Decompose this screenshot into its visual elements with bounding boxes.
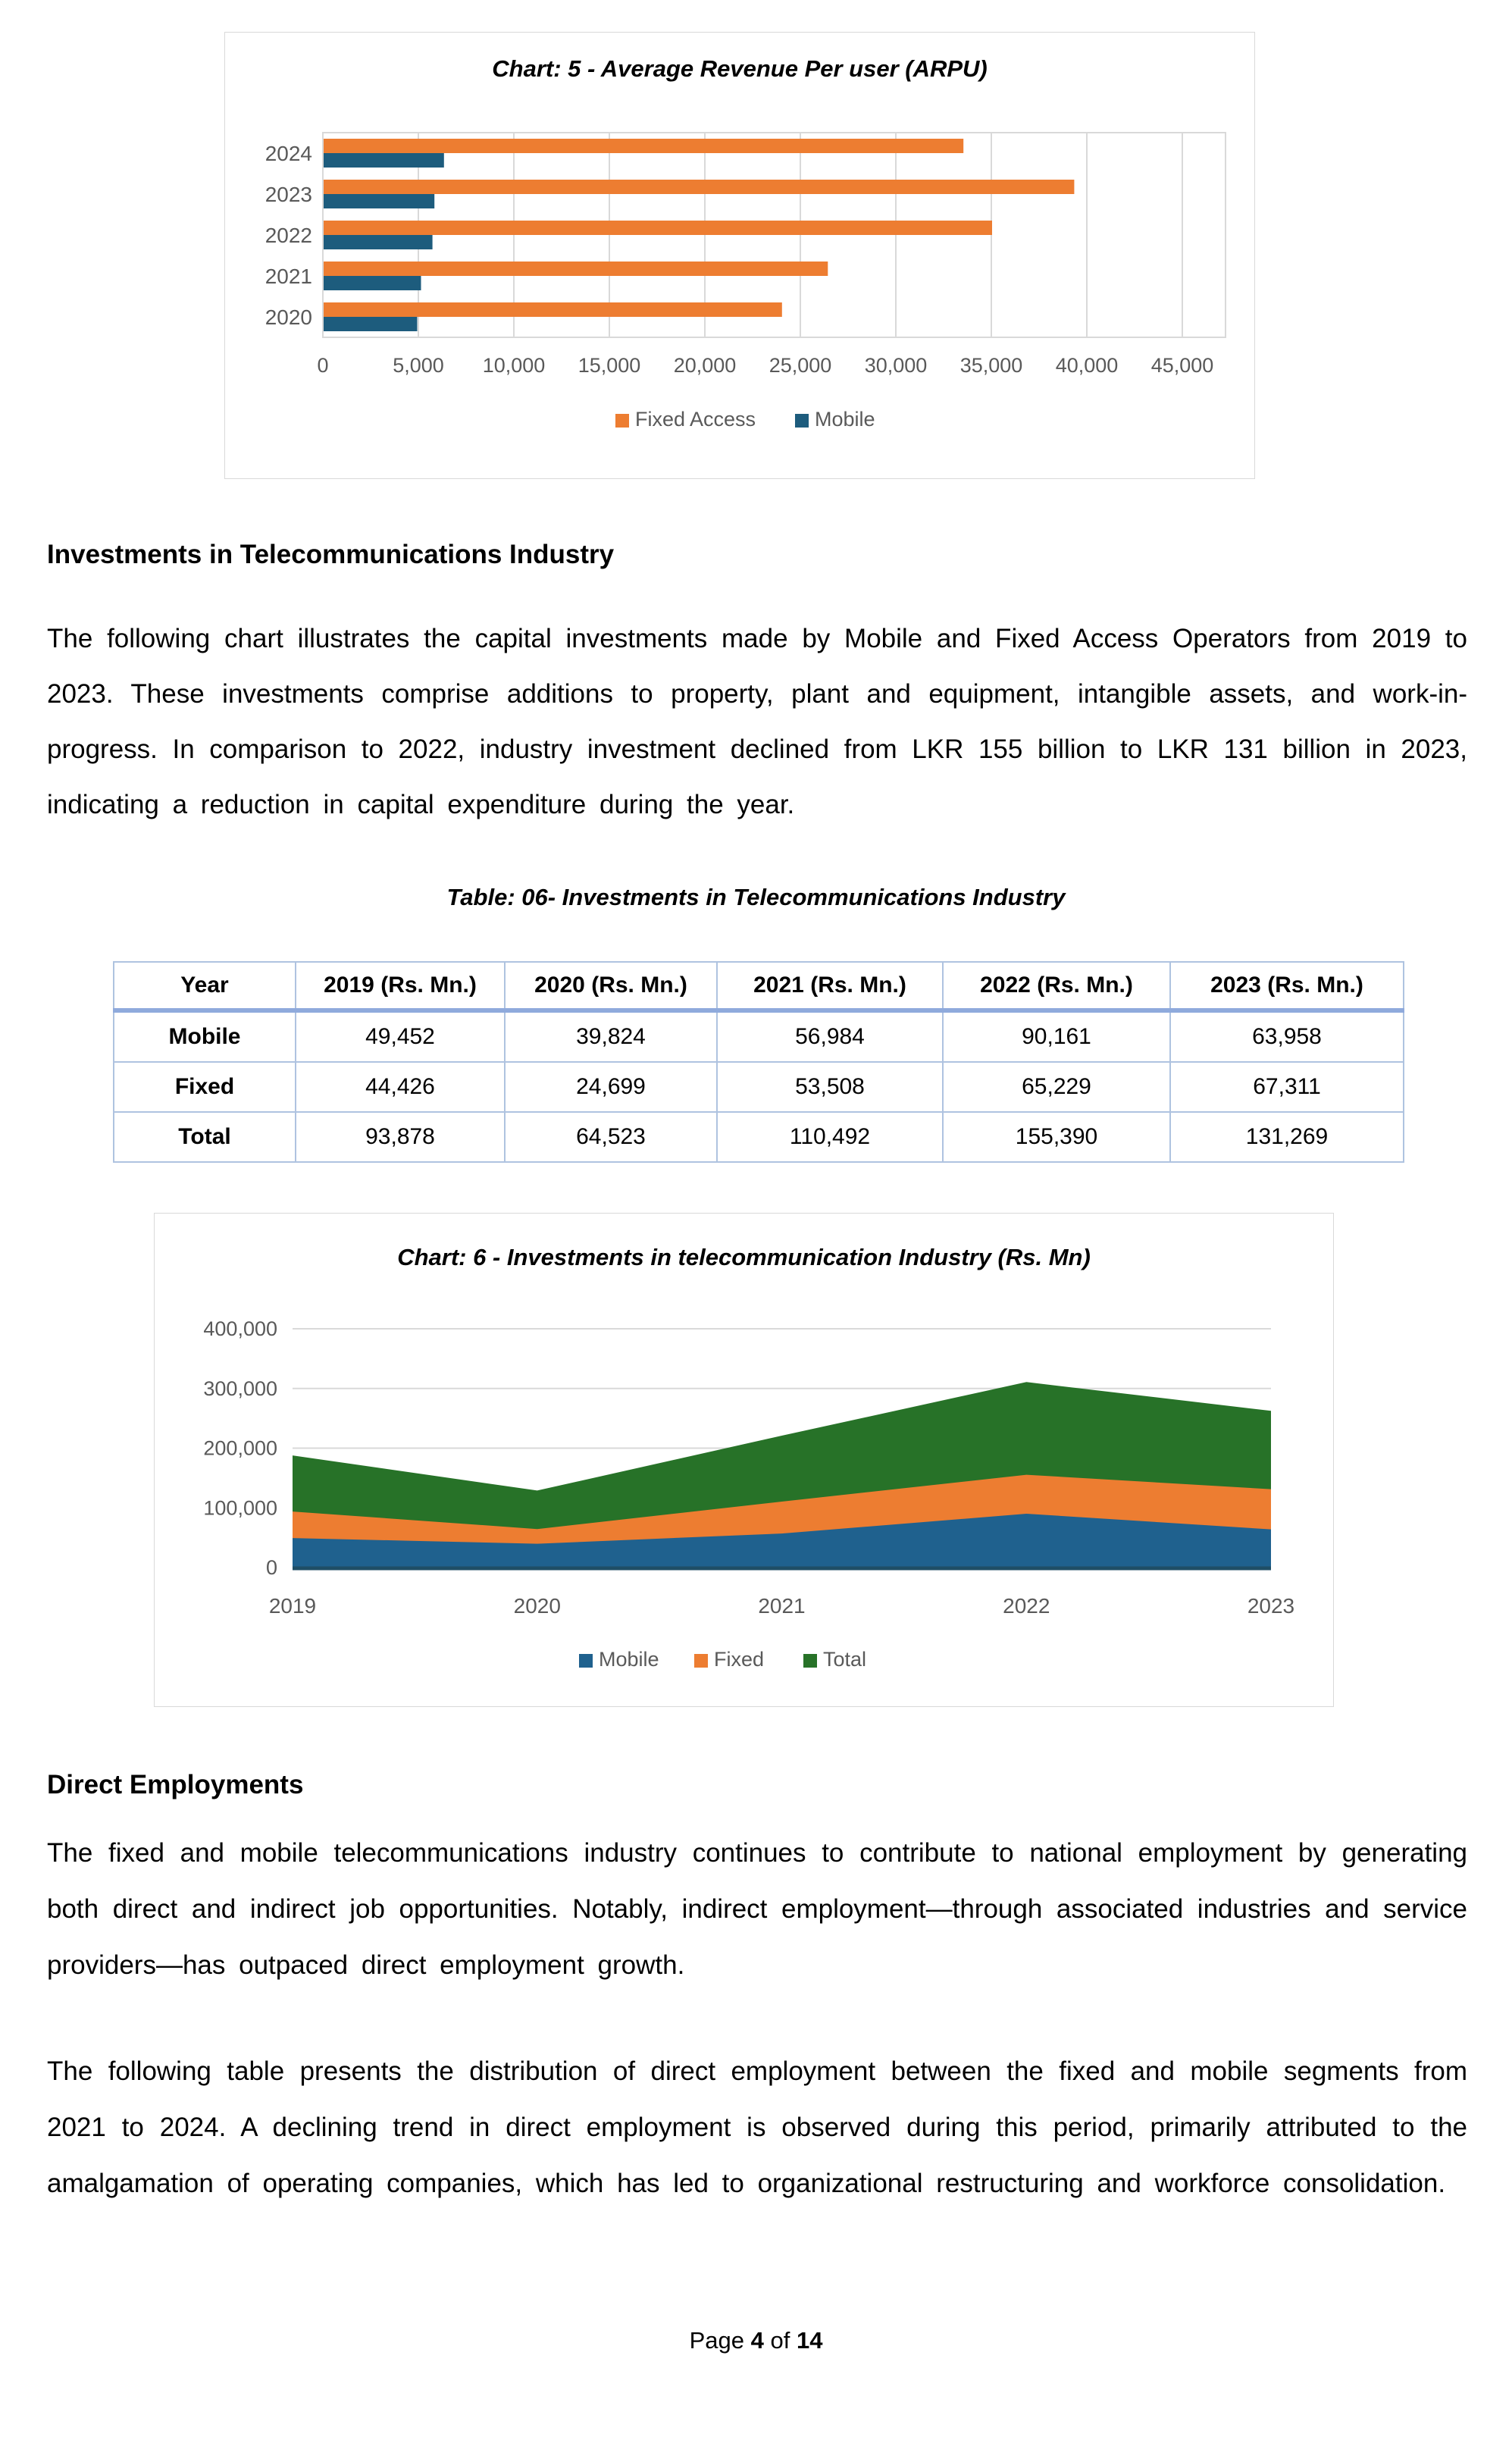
- chart5-x-tick-label: 15,000: [578, 354, 641, 377]
- table-col-header-1: 2019 (Rs. Mn.): [296, 962, 505, 1010]
- chart6-x-tick-label-2021: 2021: [758, 1594, 806, 1618]
- chart5-x-tick-label: 20,000: [673, 354, 737, 377]
- table-cell-mobile-2019: 49,452: [296, 1010, 505, 1062]
- investments-table: [113, 961, 1404, 1163]
- para-direct-employment-2: The following table presents the distribution of direct employment between the fixed and mobile segments from 2021 to 2024. A declining trend in direct employment is observed during this period, primarily attributed to the amalgamation of operating companies, which has led to organizational restructuring and workforce consolidation.: [47, 2056, 1467, 2198]
- table-cell-fixed-2023: 67,311: [1170, 1062, 1404, 1112]
- chart5-x-tick-label: 10,000: [482, 354, 546, 377]
- chart5-category-label-2020: 2020: [265, 305, 312, 329]
- footer-total-pages: 14: [796, 2327, 823, 2354]
- chart5-arpu-bar-chart: [225, 117, 1254, 474]
- investments-table-head: [114, 962, 1404, 1010]
- chart5-arpu-card: [224, 32, 1255, 479]
- chart6-legend-swatch-fixed: [694, 1654, 708, 1668]
- chart6-title: Chart: 6 - Investments in telecommunication Industry (Rs. Mn): [397, 1244, 1091, 1270]
- para-investments: The following chart illustrates the capital investments made by Mobile and Fixed Access Operators from 2019 to 2023. These investments comprise additions to property, plant and equipment, intangible assets, and work-in-progress. In comparison to 2022, industry investment declined from LKR 155 billion to LKR 131 billion in 2023, indicating a reduction in capital expenditure during the year.: [47, 624, 1467, 819]
- table-row-fixed: [114, 1062, 1404, 1112]
- chart5-category-label-2024: 2024: [265, 142, 312, 165]
- chart6-legend-swatch-mobile: [579, 1654, 593, 1668]
- chart5-legend-swatch-fixed-access: [615, 414, 629, 428]
- table-col-header-0: Year: [114, 962, 296, 1010]
- chart5-title: Chart: 5 - Average Revenue Per user (ARPU): [492, 55, 988, 82]
- chart6-x-tick-label-2022: 2022: [1003, 1594, 1050, 1618]
- chart6-y-tick-label: 400,000: [203, 1317, 277, 1340]
- chart5-x-tick-label: 5,000: [393, 354, 444, 377]
- chart5-x-tick-label: 45,000: [1150, 354, 1214, 377]
- chart5-x-tick-label: 0: [317, 354, 329, 377]
- chart5-x-tick-label: 25,000: [769, 354, 832, 377]
- table-col-header-2: 2020 (Rs. Mn.): [505, 962, 717, 1010]
- chart5-category-label-2021: 2021: [265, 265, 312, 288]
- table-cell-total-2022: 155,390: [943, 1112, 1170, 1162]
- table-header-row: [114, 962, 1404, 1010]
- chart5-bar-fixed-access-2021: [324, 262, 828, 276]
- investments-table-body: [114, 1010, 1404, 1162]
- table-cell-mobile-2023: 63,958: [1170, 1010, 1404, 1062]
- table-cell-total-2019: 93,878: [296, 1112, 505, 1162]
- chart5-legend-label-fixed-access: Fixed Access: [635, 408, 756, 431]
- chart6-investments-card: [154, 1213, 1334, 1707]
- table-row-total: [114, 1112, 1404, 1162]
- table-cell-total-2021: 110,492: [717, 1112, 943, 1162]
- table-row-label: Total: [114, 1112, 296, 1162]
- chart5-bar-mobile-2020: [324, 317, 418, 331]
- chart6-investments-area-chart: [155, 1283, 1333, 1704]
- table-cell-mobile-2021: 56,984: [717, 1010, 943, 1062]
- chart6-y-tick-label: 100,000: [203, 1496, 277, 1520]
- chart5-bar-mobile-2024: [324, 153, 444, 168]
- chart6-legend-label-total: Total: [823, 1648, 867, 1671]
- table-cell-mobile-2020: 39,824: [505, 1010, 717, 1062]
- heading-direct-employments: Direct Employments: [47, 1770, 304, 1799]
- chart5-x-tick-label: 35,000: [959, 354, 1023, 377]
- chart6-legend-swatch-total: [803, 1654, 817, 1668]
- chart6-y-tick-label: 200,000: [203, 1436, 277, 1460]
- chart6-x-tick-label-2019: 2019: [268, 1594, 317, 1618]
- chart5-bar-fixed-access-2022: [324, 221, 992, 235]
- table-cell-total-2023: 131,269: [1170, 1112, 1404, 1162]
- chart5-x-tick-label: 30,000: [864, 354, 928, 377]
- table-cell-fixed-2021: 53,508: [717, 1062, 943, 1112]
- table-cell-mobile-2022: 90,161: [943, 1010, 1170, 1062]
- footer-page-number: 4: [750, 2327, 764, 2354]
- chart6-x-tick-label-2023: 2023: [1247, 1594, 1295, 1618]
- chart6-x-tick-label-2020: 2020: [513, 1594, 561, 1618]
- table-cell-total-2020: 64,523: [505, 1112, 717, 1162]
- table-col-header-4: 2022 (Rs. Mn.): [943, 962, 1170, 1010]
- table-cell-fixed-2020: 24,699: [505, 1062, 717, 1112]
- chart6-y-tick-label: 300,000: [203, 1377, 277, 1400]
- chart5-bar-mobile-2023: [324, 194, 434, 208]
- chart5-category-label-2023: 2023: [265, 183, 312, 206]
- table-row-mobile: [114, 1010, 1404, 1062]
- table-cell-fixed-2022: 65,229: [943, 1062, 1170, 1112]
- table-col-header-3: 2021 (Rs. Mn.): [717, 962, 943, 1010]
- heading-investments: Investments in Telecommunications Industry: [47, 540, 615, 569]
- table-row-label: Mobile: [114, 1010, 296, 1062]
- table-row-label: Fixed: [114, 1062, 296, 1112]
- chart5-category-label-2022: 2022: [265, 224, 312, 247]
- chart5-x-tick-label: 40,000: [1055, 354, 1119, 377]
- chart6-legend-label-mobile: Mobile: [599, 1648, 659, 1671]
- footer-of-label: of: [770, 2327, 790, 2354]
- footer-page-label: Page: [689, 2327, 744, 2354]
- chart5-bar-fixed-access-2023: [324, 180, 1074, 194]
- table-col-header-5: 2023 (Rs. Mn.): [1170, 962, 1404, 1010]
- chart5-bar-fixed-access-2020: [324, 302, 782, 317]
- page-footer: [0, 2327, 1512, 2354]
- chart5-bar-fixed-access-2024: [324, 139, 963, 153]
- chart5-legend-swatch-mobile: [795, 414, 809, 428]
- table-cell-fixed-2019: 44,426: [296, 1062, 505, 1112]
- chart6-y-tick-label: 0: [265, 1556, 277, 1579]
- chart5-legend-label-mobile: Mobile: [815, 408, 875, 431]
- chart6-legend-label-fixed: Fixed: [714, 1648, 765, 1671]
- table-title: Table: 06- Investments in Telecommunications Industry: [446, 884, 1066, 910]
- para-direct-employment-1: The fixed and mobile telecommunications industry continues to contribute to national employment by generating both direct and indirect job opportunities. Notably, indirect employment—through associated industries and service providers—has outpaced direct employment growth.: [47, 1838, 1467, 1980]
- chart5-bar-mobile-2022: [324, 235, 433, 249]
- chart5-bar-mobile-2021: [324, 276, 421, 290]
